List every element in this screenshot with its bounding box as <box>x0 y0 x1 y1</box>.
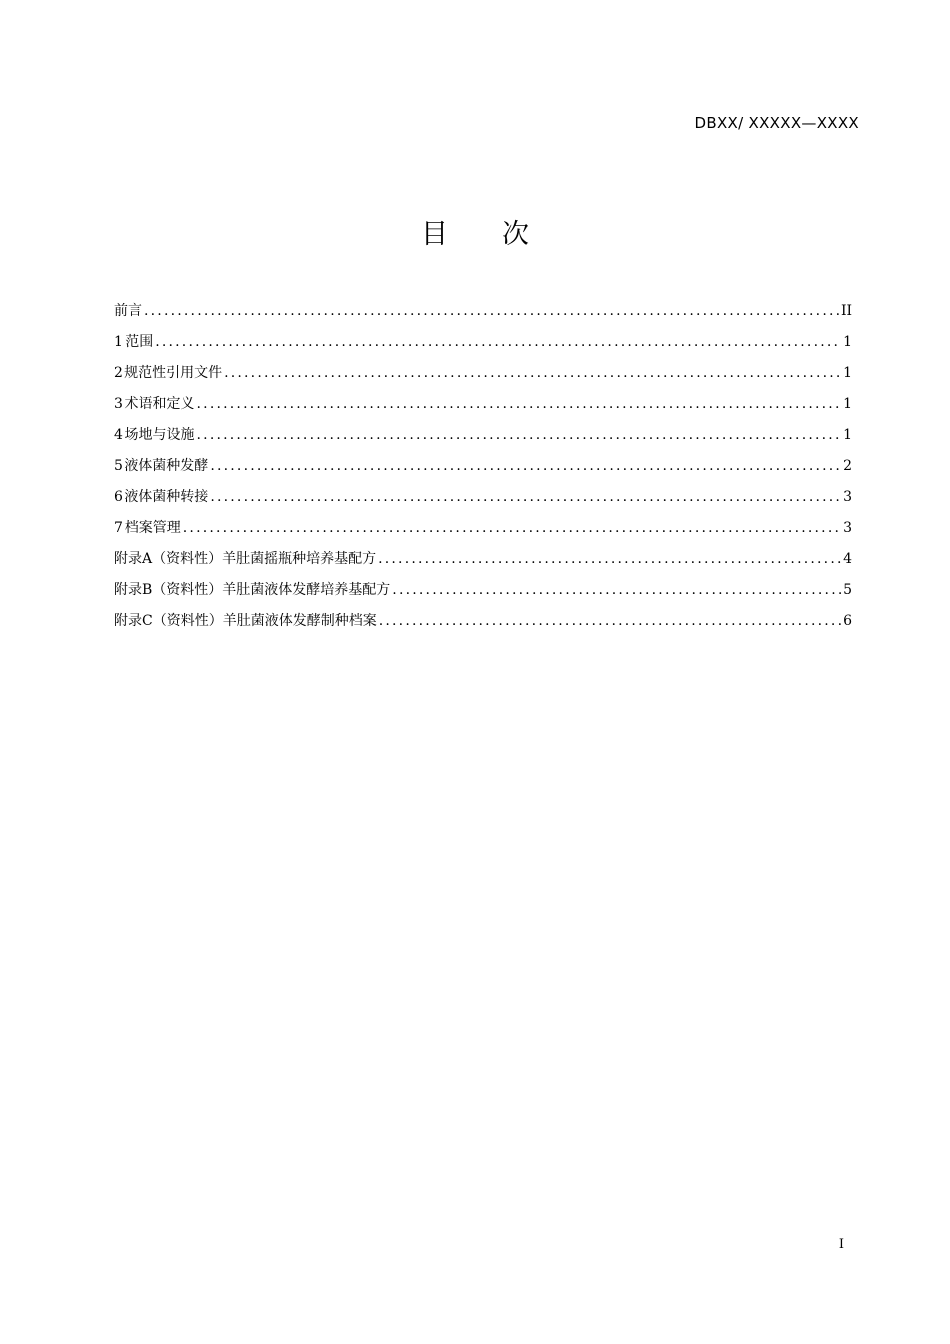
toc-entry-liquid-fermentation[interactable] <box>114 455 852 486</box>
toc-entry-number: 5 <box>114 458 123 474</box>
toc-entry-site-facilities[interactable] <box>114 424 852 455</box>
toc-dot-leader <box>144 303 839 319</box>
toc-entry-appendix-b[interactable] <box>114 579 852 610</box>
toc-entry-number: 2 <box>114 365 123 381</box>
toc-entry-label: 附录A（资料性）羊肚菌摇瓶种培养基配方 <box>114 551 377 567</box>
toc-entry-terms-definitions[interactable] <box>114 393 852 424</box>
toc-entry-label: 术语和定义 <box>124 396 195 412</box>
page-number: I <box>838 1237 844 1252</box>
toc-entry-label: 档案管理 <box>124 520 181 536</box>
toc-entry-liquid-transfer[interactable] <box>114 486 852 517</box>
toc-list <box>114 300 852 641</box>
toc-dot-leader <box>210 489 841 505</box>
toc-entry-page: II <box>840 303 852 319</box>
toc-entry-normative-references[interactable] <box>114 362 852 393</box>
toc-title-part1: 目 <box>421 219 448 250</box>
toc-entry-page: 6 <box>843 613 852 629</box>
toc-title <box>0 212 950 251</box>
toc-entry-label: 场地与设施 <box>124 427 195 443</box>
toc-entry-number: 4 <box>114 427 123 443</box>
toc-entry-page: 3 <box>843 520 852 536</box>
toc-dot-leader <box>379 613 841 629</box>
toc-dot-leader <box>183 520 841 536</box>
toc-entry-page: 1 <box>843 427 852 443</box>
toc-dot-leader <box>224 365 841 381</box>
toc-entry-page: 1 <box>843 365 852 381</box>
toc-entry-label: 范围 <box>125 334 154 350</box>
toc-dot-leader <box>210 458 841 474</box>
toc-entry-number: 3 <box>114 396 123 412</box>
toc-entry-appendix-c[interactable] <box>114 610 852 641</box>
toc-dot-leader <box>392 582 841 598</box>
toc-entry-page: 1 <box>843 334 852 350</box>
toc-entry-label: 附录C（资料性）羊肚菌液体发酵制种档案 <box>114 613 377 629</box>
toc-dot-leader <box>155 334 841 350</box>
toc-title-part2: 次 <box>502 219 529 250</box>
toc-entry-label: 前言 <box>114 303 142 319</box>
toc-entry-label: 液体菌种转接 <box>124 489 209 505</box>
toc-entry-label: 规范性引用文件 <box>124 365 223 381</box>
toc-entry-scope[interactable] <box>114 331 852 362</box>
toc-entry-label: 液体菌种发酵 <box>124 458 209 474</box>
toc-entry-label: 附录B（资料性）羊肚菌液体发酵培养基配方 <box>114 582 391 598</box>
toc-entry-page: 4 <box>843 551 852 567</box>
toc-dot-leader <box>197 427 842 443</box>
toc-entry-records-management[interactable] <box>114 517 852 548</box>
toc-entry-number: 7 <box>114 520 123 536</box>
toc-dot-leader <box>378 551 841 567</box>
toc-entry-number: 1 <box>114 334 123 350</box>
toc-entry-foreword[interactable] <box>114 300 852 331</box>
toc-entry-page: 2 <box>843 458 852 474</box>
toc-dot-leader <box>197 396 842 412</box>
toc-entry-appendix-a[interactable] <box>114 548 852 579</box>
document-code: DBXX/ XXXXX—XXXX <box>694 114 859 132</box>
toc-entry-number: 6 <box>114 489 123 505</box>
toc-entry-page: 5 <box>843 582 852 598</box>
toc-entry-page: 3 <box>843 489 852 505</box>
toc-entry-page: 1 <box>843 396 852 412</box>
